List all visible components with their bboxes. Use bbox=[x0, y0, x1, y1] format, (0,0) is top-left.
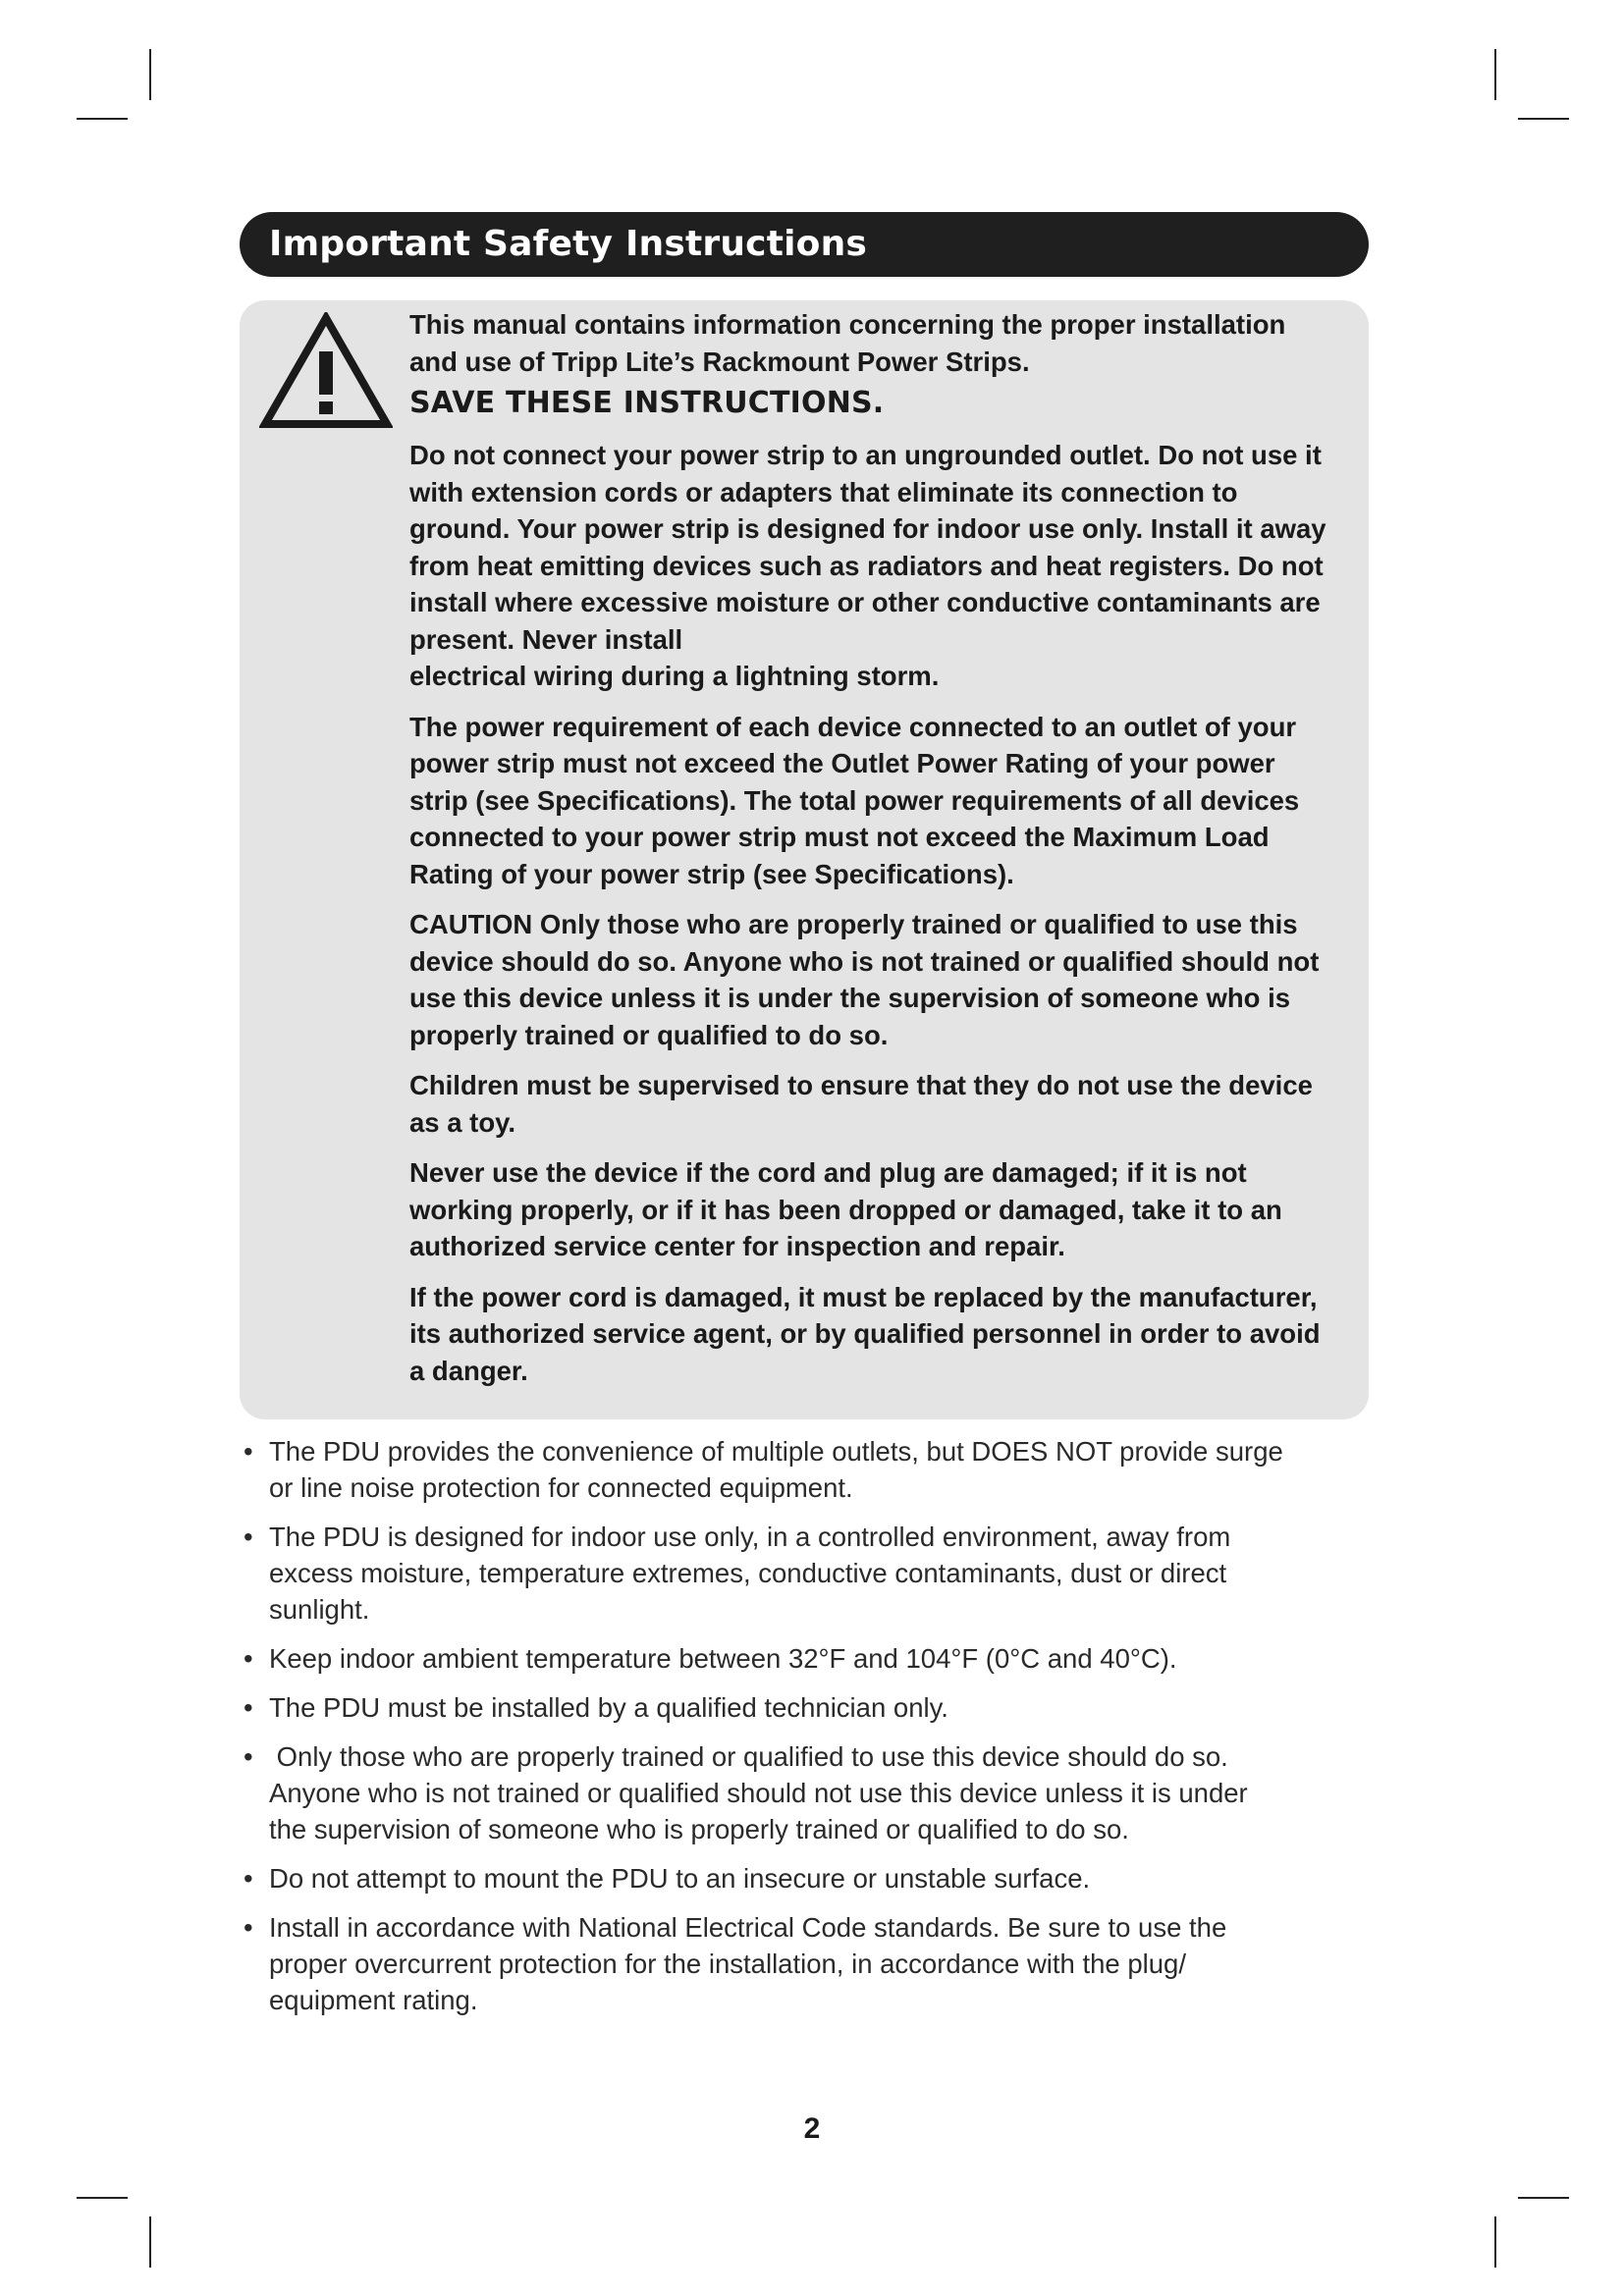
text-line: ground. Your power strip is designed for indoor use only. Install it away bbox=[409, 513, 1326, 544]
bullet-icon: • bbox=[244, 1436, 253, 1467]
bullet-icon: • bbox=[244, 1863, 253, 1894]
list-item bbox=[242, 1519, 1371, 1628]
text-line: device should do so. Anyone who is not trained or qualified should not bbox=[409, 945, 1320, 977]
text-line: or line noise protection for connected equipment. bbox=[269, 1472, 853, 1503]
bullet-icon: • bbox=[244, 1912, 253, 1943]
crop-mark-top-right-horizontal bbox=[1518, 118, 1569, 120]
text-line: Keep indoor ambient temperature between 32°F and 104°F (0°C and 40°C). bbox=[269, 1643, 1177, 1674]
warning-paragraph bbox=[409, 1279, 1372, 1390]
text-line: use this device unless it is under the supervision of someone who is bbox=[409, 983, 1291, 1013]
text-line: with extension cords or adapters that eliminate its connection to bbox=[409, 476, 1238, 507]
text-line: equipment rating. bbox=[269, 1985, 478, 2015]
text-line: present. Never install bbox=[409, 623, 683, 655]
crop-mark-top-right-vertical bbox=[1494, 49, 1496, 100]
text-line: a danger. bbox=[409, 1355, 528, 1386]
text-line: strip (see Specifications). The total power requirements of all devices bbox=[409, 784, 1300, 816]
crop-mark-bottom-left-horizontal bbox=[77, 2197, 128, 2199]
list-item bbox=[242, 1738, 1371, 1847]
text-line: properly trained or qualified to do so. bbox=[409, 1019, 889, 1050]
text-line: Do not connect your power strip to an ungrounded outlet. Do not use it bbox=[409, 440, 1322, 470]
warning-intro bbox=[409, 306, 1372, 380]
text-line: Rating of your power strip (see Specifications). bbox=[409, 858, 1014, 889]
warning-paragraph bbox=[409, 1154, 1372, 1265]
text-line: working properly, or if it has been dropped or damaged, take it to an bbox=[409, 1194, 1282, 1225]
text-line: The PDU provides the convenience of multiple outlets, but DOES NOT provide surge bbox=[269, 1436, 1283, 1467]
text-line: sunlight. bbox=[269, 1594, 370, 1625]
warning-triangle-icon bbox=[259, 312, 393, 430]
text-line: from heat emitting devices such as radiators and heat registers. Do not bbox=[409, 550, 1324, 581]
text-line: proper overcurrent protection for the installation, in accordance with the plug/ bbox=[269, 1949, 1186, 1979]
bullet-icon: • bbox=[244, 1692, 253, 1723]
text-line: Never use the device if the cord and plug are damaged; if it is not bbox=[409, 1157, 1247, 1188]
safety-bullet-list bbox=[242, 1433, 1371, 2031]
text-line: and use of Tripp Lite’s Rackmount Power Strips. bbox=[409, 346, 1030, 377]
page-number: 2 bbox=[803, 2112, 821, 2145]
list-item bbox=[242, 1640, 1371, 1677]
text-line: The PDU is designed for indoor use only, in a controlled environment, away from bbox=[269, 1522, 1231, 1552]
list-item bbox=[242, 1860, 1371, 1896]
text-line: connected to your power strip must not exceed the Maximum Load bbox=[409, 822, 1270, 852]
text-line: Install in accordance with National Electrical Code standards. Be sure to use the bbox=[269, 1912, 1227, 1943]
save-instructions-heading: SAVE THESE INSTRUCTIONS. bbox=[409, 386, 885, 420]
text-line: If the power cord is damaged, it must be replaced by the manufacturer, bbox=[409, 1281, 1318, 1312]
text-line: power strip must not exceed the Outlet Power Rating of your power bbox=[409, 748, 1275, 778]
text-line: Only those who are properly trained or qualified to use this device should do so. bbox=[269, 1741, 1228, 1772]
crop-mark-top-left-vertical bbox=[149, 49, 151, 100]
text-line: excess moisture, temperature extremes, conductive contaminants, dust or direct bbox=[269, 1558, 1227, 1588]
crop-mark-bottom-left-vertical bbox=[149, 2216, 151, 2268]
text-line: electrical wiring during a lightning storm. bbox=[409, 661, 940, 691]
text-line: Anyone who is not trained or qualified should not use this device unless it is under bbox=[269, 1778, 1248, 1808]
list-item bbox=[242, 1689, 1371, 1726]
bullet-icon: • bbox=[244, 1741, 253, 1772]
list-item bbox=[242, 1433, 1371, 1506]
text-line: The PDU must be installed by a qualified technician only. bbox=[269, 1692, 948, 1723]
bullet-icon: • bbox=[244, 1643, 253, 1674]
text-line: CAUTION Only those who are properly trained or qualified to use this bbox=[409, 909, 1298, 939]
text-line: Do not attempt to mount the PDU to an insecure or unstable surface. bbox=[269, 1863, 1091, 1894]
warning-paragraph bbox=[409, 1067, 1372, 1141]
warning-text bbox=[409, 306, 1372, 1403]
section-title-bar bbox=[240, 212, 1369, 277]
text-line: install where excessive moisture or other conductive contaminants are bbox=[409, 587, 1321, 617]
crop-mark-bottom-right-horizontal bbox=[1518, 2197, 1569, 2199]
text-line: authorized service center for inspection and repair. bbox=[409, 1231, 1065, 1261]
text-line: as a toy. bbox=[409, 1106, 516, 1138]
text-line: Children must be supervised to ensure that they do not use the device bbox=[409, 1070, 1313, 1100]
text-line: The power requirement of each device connected to an outlet of your bbox=[409, 711, 1297, 742]
crop-mark-top-left-horizontal bbox=[77, 118, 128, 120]
crop-mark-bottom-right-vertical bbox=[1494, 2216, 1496, 2268]
section-title: Important Safety Instructions bbox=[269, 224, 868, 264]
warning-paragraph bbox=[409, 437, 1372, 695]
warning-paragraph bbox=[409, 906, 1372, 1053]
text-line: its authorized service agent, or by qualified personnel in order to avoid bbox=[409, 1318, 1321, 1349]
list-item bbox=[242, 1909, 1371, 2018]
warning-paragraph bbox=[409, 709, 1372, 893]
bullet-icon: • bbox=[244, 1522, 253, 1552]
text-line: the supervision of someone who is properly trained or qualified to do so. bbox=[269, 1814, 1129, 1844]
text-line: This manual contains information concerning the proper installation bbox=[409, 309, 1286, 340]
